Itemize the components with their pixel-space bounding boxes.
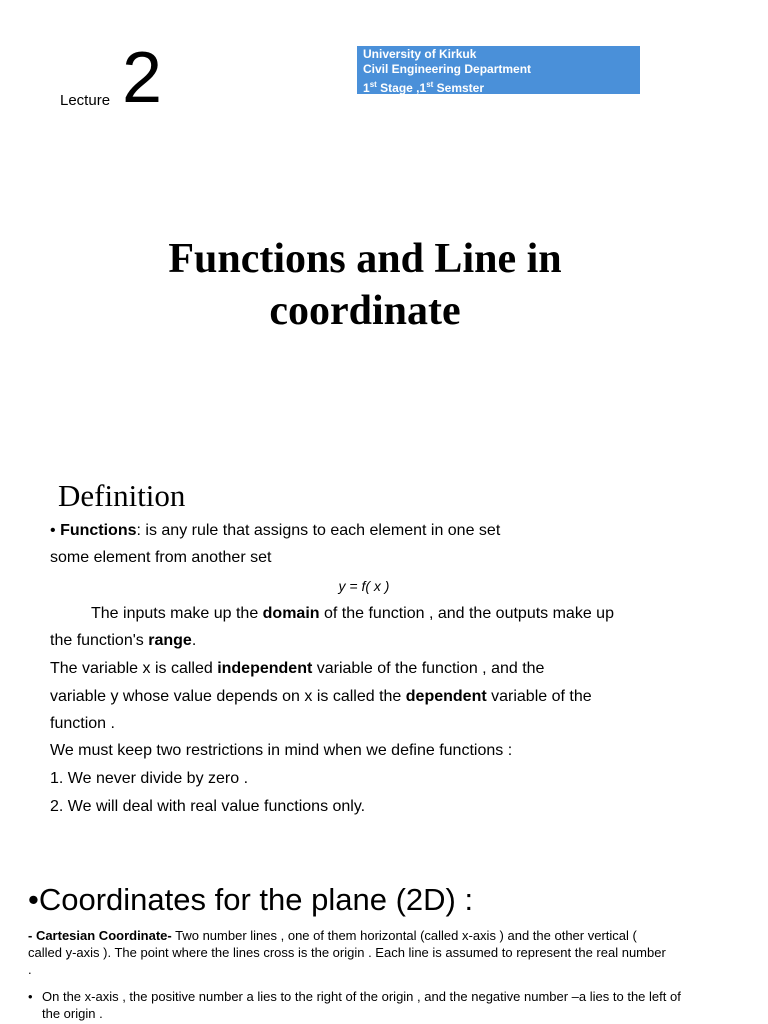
lecture-label: Lecture: [60, 92, 111, 109]
bullet-dot: •: [28, 989, 33, 1004]
function-formula: y = f( x ): [338, 578, 390, 594]
x-axis-text: On the x-axis , the positive number a lies to the right of the origin , and the negative number –a lies to the left of the origin .: [42, 989, 681, 1021]
rule-1: 1. We never divide by zero .: [50, 770, 249, 787]
domain-line: The inputs make up the domain of the function , and the outputs make up: [91, 605, 614, 622]
dependent-line: variable y whose value depends on x is called the dependent variable of the: [50, 688, 592, 705]
page-title: [0, 233, 730, 337]
range-line: the function's range.: [50, 632, 197, 649]
title-line-2: coordinate: [269, 288, 461, 334]
functions-definition-line: • Functions: is any rule that assigns to each element in one set: [50, 522, 501, 539]
x-axis-bullet: [28, 988, 698, 1022]
rule-2: 2. We will deal with real value functions only.: [50, 798, 366, 815]
cartesian-paragraph: - Cartesian Coordinate- Two number lines , one of them horizontal (called x-axis ) and the other vertical ( called y-axis ). The point where the lines cross is the origin . Each line is assumed to represent the real number .: [28, 928, 666, 977]
independent-line: The variable x is called independent variable of the function , and the: [50, 660, 545, 677]
functions-definition-line-2: some element from another set: [50, 549, 272, 566]
department-name: Civil Engineering Department: [363, 62, 532, 76]
lecture-number: 2: [122, 38, 163, 118]
function-end-line: function .: [50, 715, 115, 732]
university-name: University of Kirkuk: [363, 47, 477, 61]
stage-semester: 1st Stage ,1st Semster: [363, 80, 485, 95]
university-info-box: [357, 46, 640, 94]
restrictions-line: We must keep two restrictions in mind when we define functions :: [50, 742, 513, 759]
definition-heading: Definition: [58, 478, 186, 513]
coordinates-heading: •Coordinates for the plane (2D) :: [28, 882, 474, 917]
title-line-1: Functions and Line in: [168, 236, 562, 282]
